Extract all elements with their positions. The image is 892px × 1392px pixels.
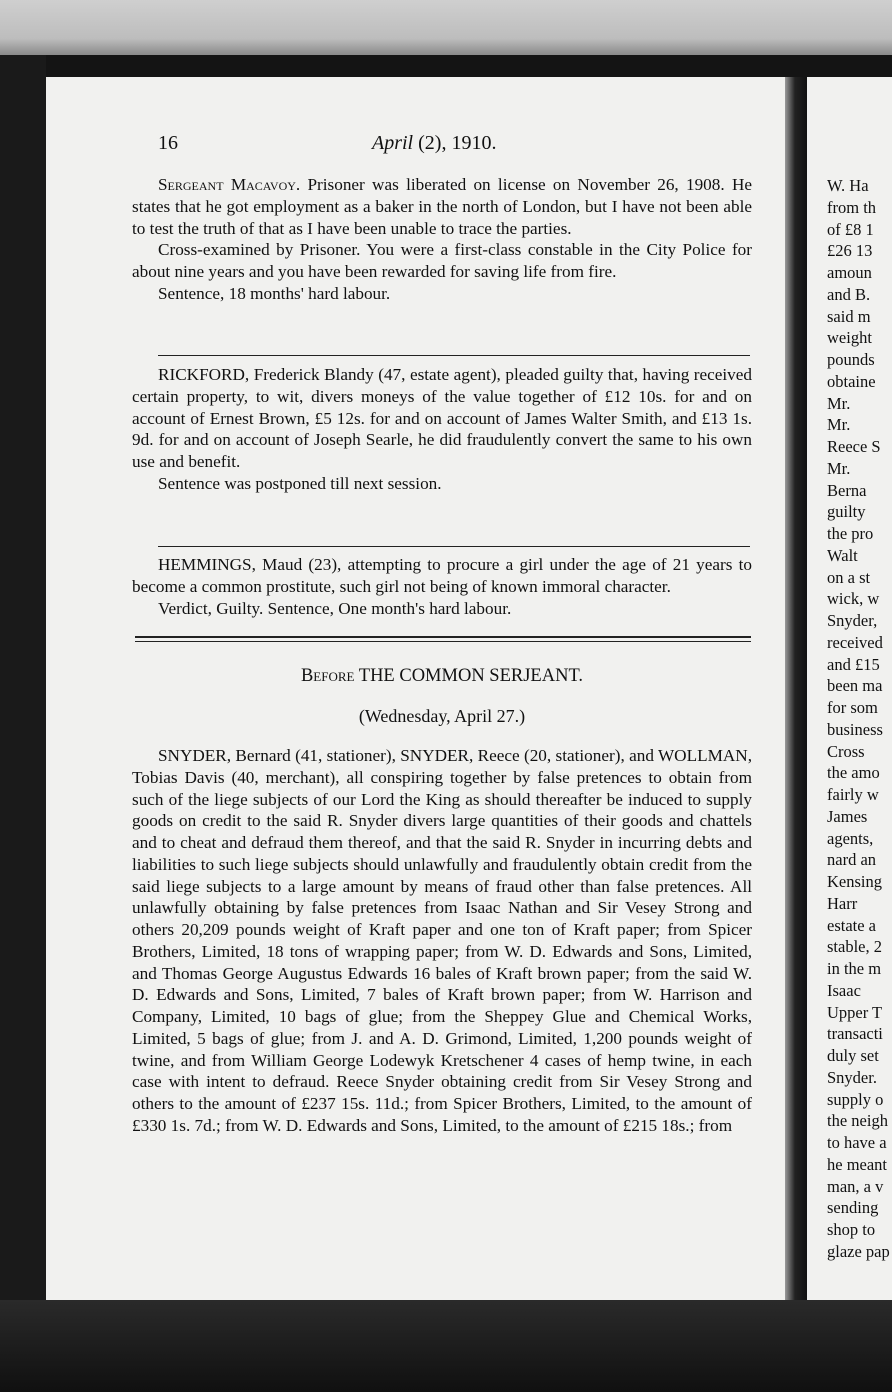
case-hemmings [132, 554, 752, 619]
right-page-line: Isaac [827, 980, 861, 1000]
rickford-paragraph: RICKFORD, Frederick Blandy (47, estate agent), pleaded guilty that, having received certain property, to wit, divers moneys of the value together of £12 10s. for and on account of Ernest Brown, £5 12s. for and on account of James Walter Smith, and £13 1s. 9d. for and on account of Joseph Searle, he did fraudulently convert the same to his own use and benefit. [132, 365, 752, 472]
hemmings-verdict: Verdict, Guilty. Sentence, One month's hard labour. [158, 598, 512, 618]
page-date [372, 132, 496, 155]
scan-top-margin [0, 0, 892, 55]
section-date: (Wednesday, April 27.) [358, 706, 526, 726]
right-page-line: duly set [827, 1046, 879, 1065]
right-page-line: Walt [827, 545, 858, 565]
right-page-edge [807, 77, 892, 1300]
rickford-sentence: Sentence was postponed till next session. [158, 473, 442, 493]
macavoy-paragraph-2: Cross-examined by Prisoner. You were a first-class constable in the City Police for about nine years and you have been rewarded for saving life from fire. [132, 240, 752, 282]
right-page-line: W. Ha [827, 176, 869, 195]
right-page-line: £26 13 [827, 241, 873, 261]
sergeant-label: Sergeant Macavoy. [158, 175, 301, 194]
right-page-line: in the m [827, 959, 882, 978]
macavoy-statement: Prisoner was liberated on license on November 26, 1908. He states that he got employment as a baker in the north of London, but I have not been able to test the truth of that as I have been unable to trace the parties. [132, 175, 752, 238]
right-page-line: and B. [827, 284, 871, 304]
snyder-paragraph: SNYDER, Bernard (41, stationer), SNYDER, Reece (20, stationer), and WOLLMAN, Tobias Davis (40, merchant), all conspiring together by false pretences to obtain from such of the liege subjects of our Lord the King as should thereafter be induced to supply goods on credit to the said R. Snyder divers large quantities of their goods and chattels and to cheat and defraud them thereof, and that the said R. Snyder in incurring debts and liabilities to such liege subjects should unlawfully and fraudulently obtain credit from the said liege subjects to a large amount by means of fraud other than false pretences. All unlawfully obtaining by false pretences from Isaac Nathan and Sir Vesey Strong and others 20,209 pounds weight of Kraft paper and one ton of Kraft paper; from Spicer Brothers, Limited, 18 tons of wrapping paper; from W. D. Edwards and Sons, Limited, and Thomas George Augustus Edwards 16 bales of Kraft brown paper; from the said W. D. Edwards and Sons, Limited, 7 bales of Kraft brown paper; from W. Harrison and Company, Limited, 10 bags of glue; from the Sheppey Glue and Chemical Works, Limited, 5 bags of glue; from J. and A. D. Grimond, Limited, 1,200 pounds weight of twine, and from William George Lodewyk Kretschener 4 cases of hemp twine, in each case with intent to defraud. Reece Snyder obtaining credit from Sir Vesey Strong and others to the amount of £237 15s. 11d.; from Spicer Brothers, Limited, to the amount of £330 1s. 7d.; from W. D. Edwards and Sons, Limited, to the amount of £215 18s.; from [132, 746, 752, 1135]
right-page-line: sending [827, 1198, 879, 1218]
date-rest: (2), 1910. [413, 132, 497, 154]
right-page-line: Mr. [827, 393, 851, 413]
right-page-line: amoun [827, 263, 872, 282]
right-page-line: the amo [827, 763, 880, 783]
right-page-line: Snyder. [827, 1067, 877, 1087]
right-page-line: nard an [827, 850, 877, 870]
right-page-line: of £8 1 [827, 219, 874, 239]
right-page-line: said m [827, 306, 871, 326]
page-header [158, 132, 758, 158]
right-page-line: Reece S [827, 437, 881, 456]
macavoy-paragraph-1 [132, 174, 752, 239]
right-page-line: obtaine [827, 371, 876, 391]
right-page-line: for som [827, 698, 878, 717]
right-page-line: been ma [827, 676, 883, 696]
right-page-line: estate a [827, 915, 877, 935]
right-page-line: fairly w [827, 785, 879, 804]
right-page-line: shop to [827, 1220, 876, 1239]
right-page-line: man, a v [827, 1176, 884, 1196]
date-month: April [372, 132, 414, 154]
right-page-line: from th [827, 197, 877, 217]
case-divider [158, 546, 750, 547]
hemmings-paragraph: HEMMINGS, Maud (23), attempting to procure a girl under the age of 21 years to become a common prostitute, such girl not being of known immoral character. [132, 555, 752, 596]
right-page-line: the pro [827, 524, 874, 543]
right-page-line: he meant [827, 1154, 888, 1174]
right-page-line: Cross [827, 741, 865, 761]
case-rickford [132, 364, 752, 495]
right-page-line: Mr. [827, 458, 851, 478]
book-gutter [785, 77, 807, 1300]
section-heading [132, 666, 752, 687]
right-page-line: Upper T [827, 1002, 883, 1022]
right-page-line: on a st [827, 567, 871, 587]
right-page-line: stable, 2 [827, 937, 882, 957]
right-page-line: and £15 [827, 654, 880, 674]
right-page-line: the neigh [827, 1111, 888, 1131]
right-page-line: Kensing [827, 872, 882, 891]
section-double-rule [135, 636, 751, 642]
right-page-line: agents, [827, 828, 874, 848]
case-snyder [132, 745, 752, 1137]
scan-dark-border-bottom [0, 1300, 892, 1392]
right-page-line: Harr [827, 893, 858, 913]
right-page-line: James [827, 806, 868, 826]
right-page-line: Snyder, [827, 611, 878, 630]
right-page-line: glaze pap [827, 1241, 890, 1261]
heading-before: Before [300, 666, 355, 686]
right-page-line: transacti [827, 1024, 883, 1044]
right-page-text-fragments [807, 175, 892, 1263]
macavoy-sentence: Sentence, 18 months' hard labour. [158, 283, 391, 303]
right-page-line: Berna [827, 480, 867, 500]
right-page-line: weight [827, 328, 872, 348]
case-divider [158, 355, 750, 356]
case-macavoy [132, 174, 752, 305]
scan-dark-border-left [0, 55, 46, 1392]
scan-dark-border-top [0, 55, 892, 77]
right-page-line: guilty [827, 502, 866, 522]
right-page-line: Mr. [827, 415, 851, 435]
right-page-line: business [827, 719, 883, 739]
heading-judge: THE COMMON SERJEANT. [354, 666, 584, 686]
right-page-line: received [827, 632, 883, 652]
right-page-line: pounds [827, 350, 875, 369]
right-page-line: to have a [827, 1133, 887, 1152]
page-number: 16 [158, 132, 178, 154]
right-page-line: wick, w [827, 589, 880, 609]
right-page-line: supply o [827, 1089, 884, 1109]
